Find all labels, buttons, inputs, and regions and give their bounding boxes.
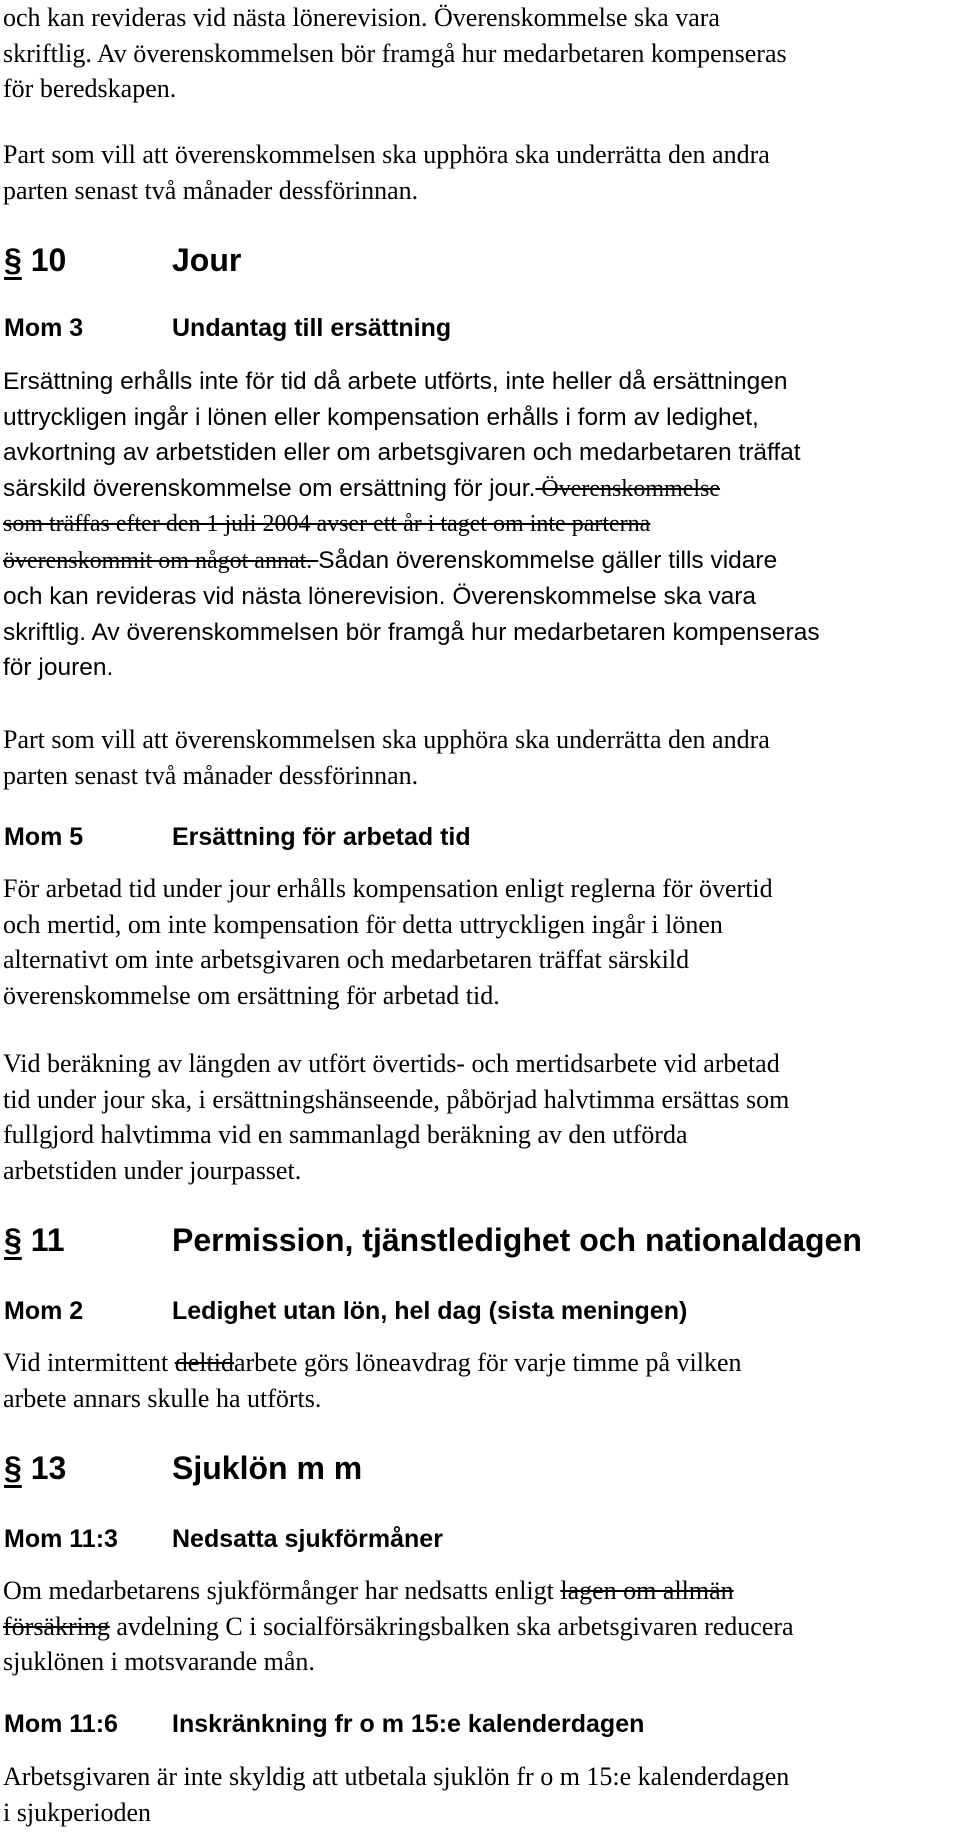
- section-10-heading: [4, 242, 954, 282]
- deleted-text: lagen om allmän: [560, 1576, 734, 1605]
- text-line: och kan revideras vid nästa lönerevision. Överenskommelse ska vara: [3, 583, 757, 610]
- deleted-text: överenskommit om något annat.: [3, 547, 319, 574]
- mom-11-6-heading: [4, 1710, 954, 1740]
- text-run: särskild överenskommelse om ersättning för jour.: [3, 474, 536, 502]
- text-line: parten senast två månader dessförinnan.: [3, 175, 419, 205]
- section-number: [4, 242, 66, 279]
- text-run: Vid intermittent: [3, 1348, 175, 1377]
- text-line: arbetstiden under jourpasset.: [3, 1155, 302, 1185]
- text-line: och kan revideras vid nästa lönerevision. Överenskommelse ska vara: [3, 3, 720, 32]
- text-line: avkortning av arbetstiden eller om arbetsgivaren och medarbetaren träffat: [3, 439, 801, 466]
- text-line: Ersättning erhålls inte för tid då arbete utförts, inte heller då ersättningen: [3, 368, 788, 395]
- text-line: För arbetad tid under jour erhålls kompensation enligt reglerna för övertid: [3, 874, 773, 903]
- mom-2-paragraph: [3, 1345, 953, 1416]
- text-line: [3, 543, 953, 580]
- text-line: [3, 471, 953, 508]
- mom-11-3-paragraph: [3, 1573, 953, 1680]
- mom-title: Ledighet utan lön, hel dag (sista meningen): [172, 1297, 688, 1325]
- text-line: skriftlig. Av överenskommelsen bör framgå hur medarbetaren kompenseras: [3, 618, 820, 646]
- text-line: i sjukperioden: [3, 1797, 152, 1827]
- text-line: fullgjord halvtimma vid en sammanlagd beräkning av den utförda: [3, 1120, 688, 1149]
- text-run: Om medarbetarens sjukförmånger har nedsatts enligt: [3, 1576, 561, 1605]
- intro-paragraph-2: [3, 137, 953, 208]
- mom-2-heading: [4, 1297, 954, 1327]
- mom-5-heading: [4, 823, 954, 853]
- text-line: uttryckligen ingår i lönen eller kompensation erhålls i form av ledighet,: [3, 403, 759, 431]
- mom-label: Mom 2: [4, 1297, 84, 1325]
- text-line: [3, 1345, 953, 1381]
- mom-3-paragraph-2: [3, 722, 953, 793]
- text-line: arbete annars skulle ha utförts.: [3, 1383, 322, 1413]
- mom-label: Mom 11:6: [4, 1710, 118, 1738]
- mom-5-paragraph-2: [3, 1046, 953, 1188]
- deleted-text: deltid: [174, 1348, 234, 1377]
- mom-title: Undantag till ersättning: [172, 314, 452, 342]
- text-line: skriftlig. Av överenskommelsen bör framgå hur medarbetaren kompenseras: [3, 38, 787, 68]
- text-line: Arbetsgivaren är inte skyldig att utbetala sjuklön fr o m 15:e kalenderdagen: [3, 1762, 790, 1791]
- section-symbol: §: [4, 242, 22, 278]
- deleted-text: försäkring: [3, 1611, 110, 1641]
- section-number-value: 13: [30, 1450, 67, 1486]
- text-line: för beredskapen.: [3, 74, 177, 103]
- text-line: och mertid, om inte kompensation för detta uttryckligen ingår i lönen: [3, 909, 723, 939]
- section-title: Jour: [172, 242, 242, 278]
- text-line: Vid beräkning av längden av utfört övertids- och mertidsarbete vid arbetad: [3, 1049, 780, 1078]
- section-number: [4, 1222, 65, 1259]
- text-line: för jouren.: [3, 654, 114, 681]
- intro-paragraph-1: [3, 0, 953, 107]
- section-13-heading: [4, 1450, 954, 1490]
- section-11-heading: [4, 1222, 954, 1262]
- section-title: Permission, tjänstledighet och nationaldagen: [172, 1222, 862, 1258]
- mom-11-3-heading: [4, 1525, 954, 1555]
- mom-label: Mom 3: [4, 314, 84, 342]
- mom-label: Mom 11:3: [4, 1525, 118, 1553]
- mom-label: Mom 5: [4, 823, 84, 851]
- text-run: Sådan överenskommelse gäller tills vidare: [318, 546, 778, 574]
- mom-title: Inskränkning fr o m 15:e kalenderdagen: [172, 1710, 645, 1738]
- section-symbol: §: [4, 1450, 22, 1486]
- section-title: Sjuklön m m: [172, 1450, 363, 1486]
- text-run: avdelning C i socialförsäkringsbalken ska arbetsgivaren reducera: [109, 1611, 794, 1641]
- text-line: [3, 1609, 953, 1645]
- section-symbol: §: [4, 1222, 22, 1258]
- section-number-value: 11: [30, 1222, 65, 1258]
- text-line: Part som vill att överenskommelsen ska upphöra ska underrätta den andra: [3, 140, 770, 169]
- mom-5-paragraph-1: [3, 871, 953, 1013]
- text-run: arbete görs löneavdrag för varje timme på vilken: [233, 1348, 742, 1377]
- mom-title: Ersättning för arbetad tid: [172, 823, 471, 851]
- text-line: tid under jour ska, i ersättningshänseende, påbörjad halvtimma ersättas som: [3, 1084, 790, 1114]
- text-line: [3, 1573, 953, 1609]
- deleted-text: Överenskommelse: [535, 475, 721, 502]
- mom-11-6-paragraph: [3, 1759, 953, 1830]
- text-line: alternativt om inte arbetsgivaren och medarbetaren träffat särskild: [3, 945, 690, 974]
- text-line: sjuklönen i motsvarande mån.: [3, 1647, 315, 1676]
- text-line: parten senast två månader dessförinnan.: [3, 760, 419, 790]
- mom-3-heading: [4, 314, 954, 344]
- text-line: Part som vill att överenskommelsen ska upphöra ska underrätta den andra: [3, 725, 770, 754]
- text-line: som träffas efter den 1 juli 2004 avser ett år i taget om inte parterna: [3, 511, 651, 537]
- mom-3-paragraph-1: [3, 364, 953, 686]
- section-number-value: 10: [30, 242, 67, 278]
- mom-title: Nedsatta sjukförmåner: [172, 1525, 443, 1553]
- section-number: [4, 1450, 66, 1487]
- text-line: överenskommelse om ersättning för arbetad tid.: [3, 980, 500, 1010]
